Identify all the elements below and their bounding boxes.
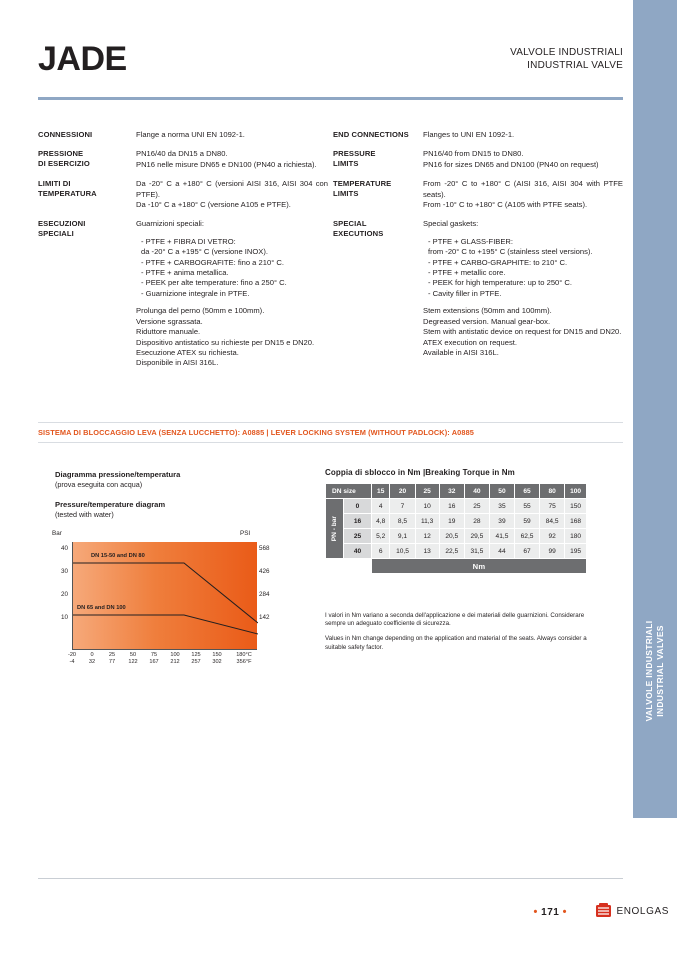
pressure-temperature-chart [50,530,285,670]
table-header-cell: 50 [489,484,514,499]
spec-bullet: - PTFE + FIBRA DI VETRO: [141,236,236,246]
table-row [326,544,587,559]
spec-row-special-executions [333,219,623,358]
side-tab-label-en: INDUSTRIAL VALVES [655,625,665,717]
spec-line: Riduttore manuale. [136,327,201,337]
chart-xtick: 0 32 [88,652,96,665]
spec-bullet: - PTFE + anima metallica. [141,268,229,278]
chart-xtick: 180°C 356°F [236,652,252,665]
spec-line: From -10° C to +180° C (A105 with PTFE seats). [423,200,588,210]
spec-line: Stem with antistatic device on request for DN15 and DN20. [423,327,622,337]
spec-label [333,219,418,239]
spec-bullet: da -20° C a +195° C (versione INOX). [141,247,268,257]
table-cell: 6 [372,544,390,559]
chart-xtick: -20 -4 [67,652,77,665]
spec-label-line: SPECIAL [333,219,367,229]
table-cell: 195 [565,544,587,559]
table-cell: 22,5 [439,544,464,559]
spec-label [38,179,131,199]
table-cell: 25 [464,499,489,514]
table-cell: 39 [489,514,514,529]
chart-series-label-1: DN 15-50 and DN 80 [91,553,145,559]
spec-bullet: - Guarnizione integrale in PTFE. [141,288,250,298]
diagram-captions [55,470,320,520]
table-header-cell: 65 [515,484,540,499]
table-cell: 12 [415,529,439,544]
table-cell: 13 [415,544,439,559]
table-header-cell: 80 [540,484,565,499]
chart-series-label-2: DN 65 and DN 100 [77,605,126,611]
spec-label-line: PRESSURE [333,149,376,159]
table-cell: 75 [540,499,565,514]
spec-label [38,219,131,239]
table-header-row [326,484,587,499]
spec-value [136,149,328,170]
torque-title: Coppia di sblocco in Nm |Breaking Torque in Nm [325,468,515,477]
page-header [38,40,623,79]
spec-line: Prolunga del perno (50mm e 100mm). [136,306,265,316]
spec-value [136,219,328,368]
spec-bullet: - PTFE + metallic core. [428,268,506,278]
table-header-cell: 15 [372,484,390,499]
spec-line: Dispositivo antistatico su richieste per DN15 e DN20. [136,337,315,347]
enolgas-mark-icon [596,903,611,919]
chart-y2label: PSI [240,530,251,537]
spec-line: Guarnizioni speciali: [136,219,204,229]
spec-label [38,149,131,169]
table-cell: 168 [565,514,587,529]
spec-label-line: EXECUTIONS [333,229,384,239]
note-en: Values in Nm change depending on the application and material of the seats. Always consider a suitable safety factor. [325,635,587,651]
table-cell: 4 [372,499,390,514]
spec-bullets [136,237,328,299]
table-cell: 28 [464,514,489,529]
spec-line: PN16 nelle misure DN65 e DN100 (PN40 a richiesta). [136,159,317,169]
header-subtitle [510,46,623,72]
chart-ytick: 10 [60,614,68,621]
spec-row-limiti-temperatura [38,179,328,210]
chart-y2tick: 284 [259,591,270,598]
spec-value [136,179,328,210]
diagram-subtitle-en: (tested with water) [55,510,114,519]
spec-label-line: PRESSIONE [38,149,84,159]
footer-rule [38,878,623,879]
brand-name: ENOLGAS [616,905,669,917]
table-cell: 9,1 [390,529,415,544]
side-tab-label-it: VALVOLE INDUSTRIALI [644,620,654,722]
spec-label: END CONNECTIONS [333,130,409,139]
spec-row-pressione [38,149,328,170]
note-it: I valori in Nm variano a seconda dell'applicazione e dei materiali delle guarnizioni. Considerare sempre un adeguato coefficiente di sicurezza. [325,612,585,628]
table-row-header: 40 [344,544,372,559]
chart-ylabel: Bar [52,530,62,537]
spec-label-line: SPECIALI [38,229,74,239]
diagram-title-it: Diagramma pressione/temperatura [55,470,181,479]
chart-xtick: 25 77 [108,652,116,665]
spec-label-line: DI ESERCIZIO [38,159,90,169]
section-band [38,422,623,443]
chart-xtick: 150 302 [212,652,222,665]
chart-y2tick: 426 [259,568,270,575]
spec-bullet: - PTFE + CARBOGRAFITE: fino a 210° C. [141,257,284,267]
spec-line: Disponibile in AISI 316L. [136,358,219,368]
spec-label: CONNESSIONI [38,130,93,139]
table-row [326,514,587,529]
table-cell: 44 [489,544,514,559]
spec-bullet: - PEEK per alte temperature: fino a 250° C. [141,278,287,288]
header-rule [38,97,623,100]
spec-value [423,149,623,170]
spec-label [333,149,418,169]
chart-ytick: 40 [60,545,68,552]
spec-line: From -20° C to +180° C (AISI 316, AISI 304 with PTFE seats). [423,179,623,199]
table-unit-row [326,559,587,574]
spec-label-line: LIMITS [333,189,359,199]
header-subtitle-it: VALVOLE INDUSTRIALI [510,47,623,58]
spec-row-connessioni [38,130,328,140]
table-row-header: 25 [344,529,372,544]
page-number-value: 171 [541,907,560,918]
table-cell: 99 [540,544,565,559]
table-notes [325,612,587,659]
spec-label-line: LIMITI DI [38,179,71,189]
table-cell: 59 [515,514,540,529]
section-band-label: SISTEMA DI BLOCCAGGIO LEVA (SENZA LUCCHETTO): A0885 | LEVER LOCKING SYSTEM (WITHOUT PADLOCK): A0885 [38,428,474,437]
spec-row-pressure-limits [333,149,623,170]
spec-line: Flange a norma UNI EN 1092-1. [136,130,245,139]
table-cell: 150 [565,499,587,514]
torque-table-block [325,468,587,574]
spec-line: PN16/40 from DN15 to DN80. [423,149,524,159]
table-cell: 7 [390,499,415,514]
spec-value [136,130,328,140]
spec-line: Da -10° C a +180° C (versione A105 e PTFE). [136,200,291,210]
table-header-cell: 20 [390,484,415,499]
torque-table [325,483,587,574]
spec-line: Special gaskets: [423,219,479,229]
page-title: JADE [38,40,127,78]
table-cell: 16 [439,499,464,514]
spec-line: PN16/40 da DN15 a DN80. [136,149,228,159]
spec-row-esecuzioni-speciali [38,219,328,368]
chart-y2tick: 568 [259,545,270,552]
chart-ytick: 30 [60,568,68,575]
table-cell: 10,5 [390,544,415,559]
table-cell: 10 [415,499,439,514]
table-header-cell: 25 [415,484,439,499]
spec-value [423,219,623,358]
table-header-cell: 40 [464,484,489,499]
table-cell: 84,5 [540,514,565,529]
spec-bullet: - PEEK for high temperature: up to 250° C. [428,278,573,288]
spec-value [423,130,623,140]
spec-line: Stem extensions (50mm and 100mm). [423,306,552,316]
diagram-title-en: Pressure/temperature diagram [55,500,166,509]
table-cell: 35 [489,499,514,514]
spec-line: Flanges to UNI EN 1092-1. [423,130,515,139]
table-cell: 19 [439,514,464,529]
table-row [326,499,587,514]
table-cell: 29,5 [464,529,489,544]
spec-line: PN16 for sizes DN65 and DN100 (PN40 on request) [423,159,599,169]
table-header-cell: 100 [565,484,587,499]
table-unit-cell: Nm [372,559,587,574]
diagram-subtitle-it: (prova eseguita con acqua) [55,480,143,489]
table-cell: 180 [565,529,587,544]
specs-column-it [38,130,328,378]
specs-column-en [333,130,623,367]
spec-label-line: TEMPERATURA [38,189,97,199]
spec-label-line: ESECUZIONI [38,219,86,229]
table-cell: 92 [540,529,565,544]
chart-y2tick: 142 [259,614,270,621]
spec-value [423,179,623,210]
chart-xtick: 50 122 [128,652,138,665]
chart-xtick: 75 167 [149,652,159,665]
chart-plot-area [72,542,257,650]
spec-row-temperature-limits [333,179,623,210]
side-tab-label [644,621,666,722]
spec-label-line: LIMITS [333,159,359,169]
table-header-cell: 32 [439,484,464,499]
brand-logo [596,903,669,919]
table-cell-blank [326,559,372,574]
table-cell: 67 [515,544,540,559]
spec-row-end-connections [333,130,623,140]
spec-bullet: from -20° C to +195° C (stainless steel versions). [428,247,593,257]
spec-label [333,179,418,199]
table-cell: 31,5 [464,544,489,559]
spec-line: Da -20° C a +180° C (versioni AISI 316, AISI 304 con PTFE). [136,179,328,199]
spec-bullet: - PTFE + CARBO-GRAPHITE: to 210° C. [428,257,568,267]
spec-bullet: - Cavity filler in PTFE. [428,288,502,298]
spec-line: Degreased version. Manual gear-box. [423,316,551,326]
bullet-icon: • [562,906,567,918]
table-cell: 20,5 [439,529,464,544]
table-axis-label: PN - bar [326,499,344,559]
side-tab [633,0,677,818]
spec-line: Versione sgrassata. [136,316,203,326]
table-cell: 62,5 [515,529,540,544]
spec-bullet: - PTFE + GLASS-FIBER: [428,236,514,246]
table-cell: 41,5 [489,529,514,544]
table-row-header: 0 [344,499,372,514]
spec-line: Available in AISI 316L. [423,347,499,357]
bullet-icon: • [533,906,538,918]
table-cell: 5,2 [372,529,390,544]
table-cell: 11,3 [415,514,439,529]
table-row [326,529,587,544]
spec-line: Esecuzione ATEX su richiesta. [136,347,239,357]
header-subtitle-en: INDUSTRIAL VALVE [527,60,623,71]
chart-ytick: 20 [60,591,68,598]
table-cell: 55 [515,499,540,514]
table-row-header: 16 [344,514,372,529]
spec-line: ATEX execution on request. [423,337,517,347]
table-cell: 8,5 [390,514,415,529]
table-cell: 4,8 [372,514,390,529]
spec-label-line: TEMPERATURE [333,179,392,189]
table-header-cell: DN size [326,484,372,499]
page-number [534,906,567,918]
spec-bullets [423,237,623,299]
chart-xtick: 100 212 [170,652,180,665]
chart-xtick: 125 257 [191,652,201,665]
